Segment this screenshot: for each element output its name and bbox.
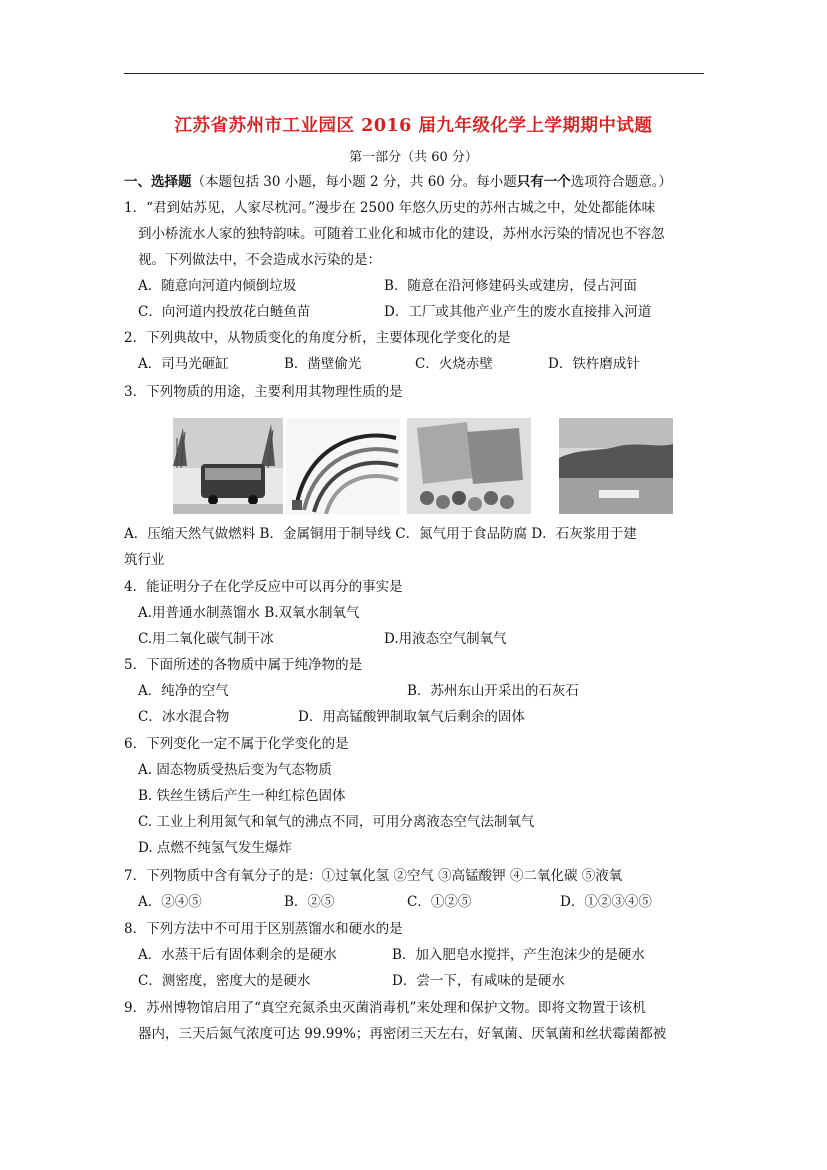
q6-option-d: D. 点燃不纯氢气发生爆炸 <box>138 840 292 856</box>
q7-option-a: A．②④⑤ <box>138 894 202 910</box>
q6-option-b: B. 铁丝生锈后产生一种红棕色固体 <box>138 788 346 804</box>
q4-option-d: D.用液态空气制氧气 <box>384 631 507 647</box>
section-desc-b: 选项符合题意。） <box>570 174 672 190</box>
q8-option-c: C．测密度，密度大的是硬水 <box>138 973 311 989</box>
copper-wire-photo <box>286 418 400 514</box>
q5-stem: 5．下面所述的各物质中属于纯净物的是 <box>124 657 363 673</box>
q7-option-d: D．①②③④⑤ <box>560 894 652 910</box>
q3-options-cont: 筑行业 <box>124 552 165 568</box>
q4-options-ab: A.用普通水制蒸馏水 B.双氧水制氧气 <box>138 605 360 621</box>
q2-stem: 2．下列典故中，从物质变化的角度分析，主要体现化学变化的是 <box>124 330 511 346</box>
q5-option-d: D．用高锰酸钾制取氧气后剩余的固体 <box>298 709 525 725</box>
q6-option-a: A. 固态物质受热后变为气态物质 <box>138 762 332 778</box>
q9-stem-line1: 9．苏州博物馆启用了“真空充氮杀虫灭菌消毒机”来处理和保护文物。即将文物置于该机 <box>124 1000 646 1016</box>
q4-option-c: C.用二氧化碳气制干冰 <box>138 631 274 647</box>
q7-stem: 7．下列物质中含有氧分子的是：①过氧化氢 ②空气 ③高锰酸钾 ④二氧化碳 ⑤液氧 <box>124 868 623 884</box>
section-desc-a: （本题包括 30 小题，每小题 2 分，共 60 分。每小题 <box>191 174 517 190</box>
q1-option-b: B．随意在沿河修建码头或建房，侵占河面 <box>384 278 637 294</box>
q1-stem-line3: 视。下列做法中，不会造成水污染的是： <box>138 252 381 268</box>
q1-stem-line1: 1．“君到姑苏见，人家尽枕河。”漫步在 2500 年悠久历史的苏州古城之中，处处都能体味 <box>124 200 656 216</box>
q1-option-c: C．向河道内投放花白鲢鱼苗 <box>138 304 311 320</box>
construction-site-photo <box>559 418 673 514</box>
q8-option-a: A．水蒸干后有固体剩余的是硬水 <box>138 947 337 963</box>
q8-option-b: B．加入肥皂水搅拌，产生泡沫少的是硬水 <box>392 947 645 963</box>
q2-option-a: A．司马光砸缸 <box>138 356 229 372</box>
exam-title: 江苏省苏州市工业园区 2016 届九年级化学上学期期中试题 <box>174 116 653 136</box>
q2-option-d: D．铁杵磨成针 <box>548 356 640 372</box>
q9-stem-line2: 器内，三天后氮气浓度可达 99.99%；再密闭三天左右，好氧菌、厌氧菌和丝状霉菌都被 <box>138 1026 667 1042</box>
q5-option-a: A．纯净的空气 <box>138 683 229 699</box>
section-desc-bold: 只有一个 <box>516 174 571 190</box>
q6-option-c: C. 工业上利用氮气和氧气的沸点不同，可用分离液态空气法制氧气 <box>138 814 535 830</box>
q1-option-d: D．工厂或其他产业产生的废水直接排入河道 <box>384 304 652 320</box>
q2-option-c: C．火烧赤壁 <box>415 356 493 372</box>
q7-option-c: C．①②⑤ <box>407 894 472 910</box>
q1-option-a: A．随意向河道内倾倒垃圾 <box>138 278 297 294</box>
bus-photo <box>173 418 283 514</box>
section-heading <box>124 172 672 192</box>
q2-option-b: B．凿壁偷光 <box>284 356 362 372</box>
q3-options: A．压缩天然气做燃料 B．金属铜用于制导线 C．氮气用于食品防腐 D．石灰浆用于建 <box>124 526 637 542</box>
q3-stem: 3．下列物质的用途，主要利用其物理性质的是 <box>124 384 403 400</box>
q1-stem-line2: 到小桥流水人家的独特韵味。可随着工业化和城市化的建设，苏州水污染的情况也不容忽 <box>138 226 665 242</box>
food-package-photo <box>407 418 531 514</box>
q7-option-b: B．②⑤ <box>284 894 335 910</box>
section-label: 一、选择题 <box>124 174 192 190</box>
header-rule <box>124 73 704 74</box>
q8-option-d: D．尝一下，有咸味的是硬水 <box>392 973 565 989</box>
q4-stem: 4．能证明分子在化学反应中可以再分的事实是 <box>124 579 403 595</box>
q5-option-c: C．冰水混合物 <box>138 709 230 725</box>
part-subtitle: 第一部分（共 60 分） <box>349 150 478 165</box>
q8-stem: 8．下列方法中不可用于区别蒸馏水和硬水的是 <box>124 921 403 937</box>
q5-option-b: B．苏州东山开采出的石灰石 <box>407 683 579 699</box>
q6-stem: 6．下列变化一定不属于化学变化的是 <box>124 736 349 752</box>
